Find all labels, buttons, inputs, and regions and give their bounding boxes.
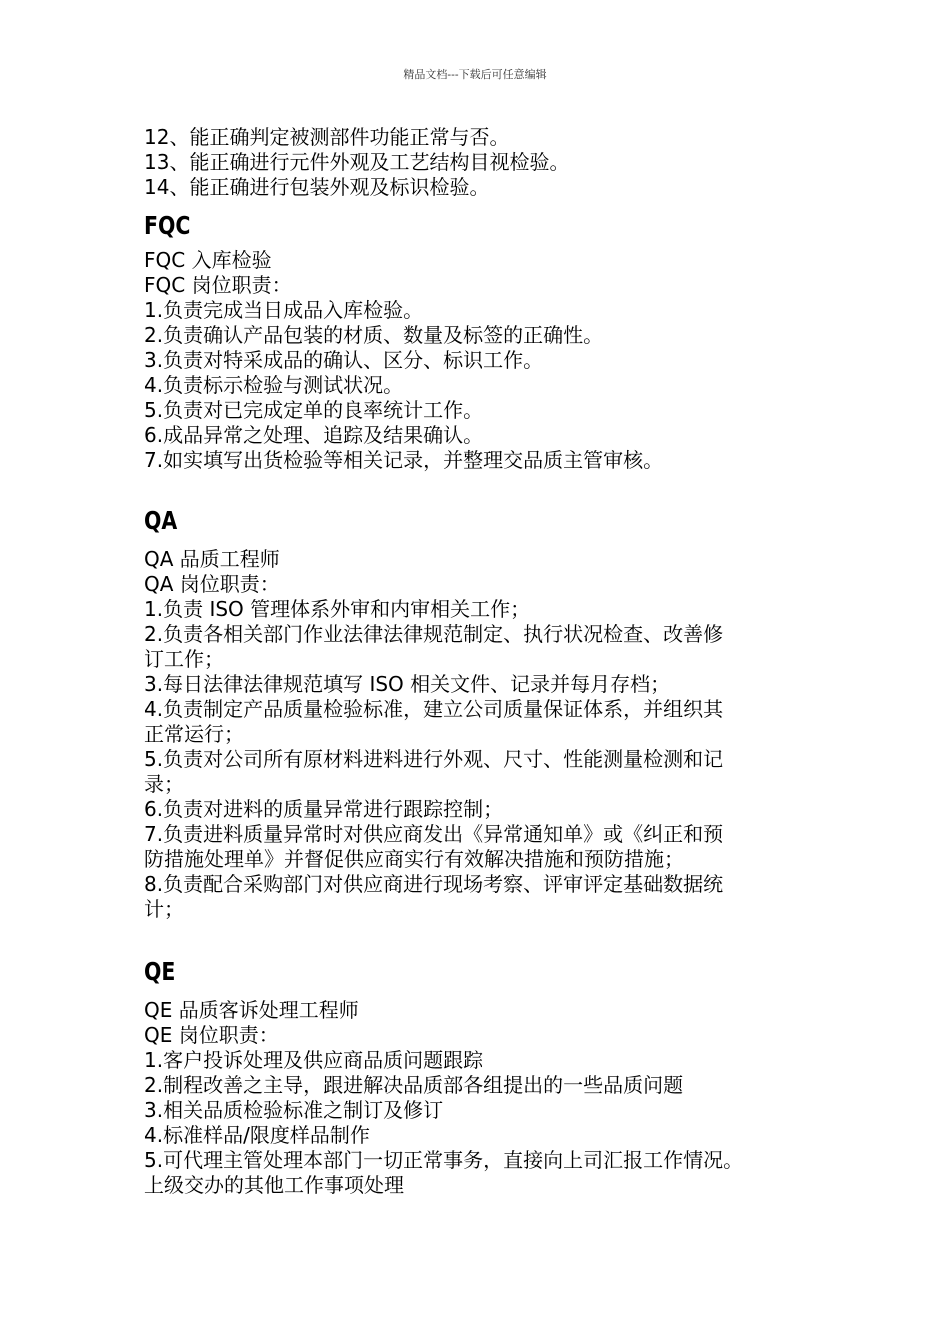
document-body: [144, 125, 816, 1198]
qa-title: QA 品质工程师: [144, 547, 280, 571]
fqc-duty-item: 6.成品异常之处理、追踪及结果确认。: [144, 423, 484, 447]
qe-duty-item: 1.客户投诉处理及供应商品质问题跟踪: [144, 1048, 484, 1072]
qe-duty-item: 5.可代理主管处理本部门一切正常事务，直接向上司汇报工作情况。: [144, 1148, 744, 1172]
fqc-duty-item: 1.负责完成当日成品入库检验。: [144, 298, 424, 322]
intro-section: [144, 125, 816, 200]
qa-duty-item: 计；: [144, 897, 184, 921]
section-heading-qa: QA: [144, 506, 178, 535]
qa-duty-item: 3.每日法律法律规范填写 ISO 相关文件、记录并每月存档；: [144, 672, 671, 696]
page-header-note: 精品文档---下载后可任意编辑: [403, 68, 547, 81]
qa-duty-item: 7.负责进料质量异常时对供应商发出《异常通知单》或《纠正和预: [144, 822, 724, 846]
qe-title: QE 品质客诉处理工程师: [144, 998, 359, 1022]
qa-duty-item: 录；: [144, 772, 184, 796]
fqc-duty-item: 4.负责标示检验与测试状况。: [144, 373, 404, 397]
qe-duty-item: 4.标准样品/限度样品制作: [144, 1123, 370, 1147]
section-heading-qe: QE: [144, 957, 176, 986]
fqc-duty-item: 3.负责对特采成品的确认、区分、标识工作。: [144, 348, 544, 372]
fqc-duty-item: 5.负责对已完成定单的良率统计工作。: [144, 398, 484, 422]
qa-duties-label: QA 岗位职责：: [144, 572, 280, 596]
qe-duties-label: QE 岗位职责：: [144, 1023, 279, 1047]
qa-duty-item: 防措施处理单》并督促供应商实行有效解决措施和预防措施；: [144, 847, 684, 871]
qe-section: [144, 959, 816, 1198]
qe-duty-item: 上级交办的其他工作事项处理: [144, 1173, 404, 1197]
intro-line: 12、能正确判定被测部件功能正常与否。: [144, 125, 510, 149]
qa-section: [144, 508, 816, 922]
qe-duty-item: 3.相关品质检验标准之制订及修订: [144, 1098, 444, 1122]
qa-duty-item: 5.负责对公司所有原材料进料进行外观、尺寸、性能测量检测和记: [144, 747, 724, 771]
qe-duty-item: 2.制程改善之主导，跟进解决品质部各组提出的一些品质问题: [144, 1073, 684, 1097]
fqc-duty-item: 7.如实填写出货检验等相关记录，并整理交品质主管审核。: [144, 448, 664, 472]
qa-duty-item: 正常运行；: [144, 722, 244, 746]
qa-duty-item: 6.负责对进料的质量异常进行跟踪控制；: [144, 797, 504, 821]
qa-duty-item: 4.负责制定产品质量检验标准，建立公司质量保证体系，并组织其: [144, 697, 724, 721]
fqc-title: FQC 入库检验: [144, 248, 272, 272]
fqc-section: [144, 213, 816, 473]
fqc-duties-label: FQC 岗位职责：: [144, 273, 292, 297]
fqc-duty-item: 2.负责确认产品包装的材质、数量及标签的正确性。: [144, 323, 604, 347]
intro-line: 14、能正确进行包装外观及标识检验。: [144, 175, 490, 199]
qa-duty-item: 8.负责配合采购部门对供应商进行现场考察、评审评定基础数据统: [144, 872, 724, 896]
qa-duty-item: 2.负责各相关部门作业法律法律规范制定、执行状况检查、改善修: [144, 622, 724, 646]
section-heading-fqc: FQC: [144, 211, 191, 240]
qa-duty-item: 1.负责 ISO 管理体系外审和内审相关工作；: [144, 597, 531, 621]
intro-line: 13、能正确进行元件外观及工艺结构目视检验。: [144, 150, 570, 174]
qa-duty-item: 订工作；: [144, 647, 224, 671]
